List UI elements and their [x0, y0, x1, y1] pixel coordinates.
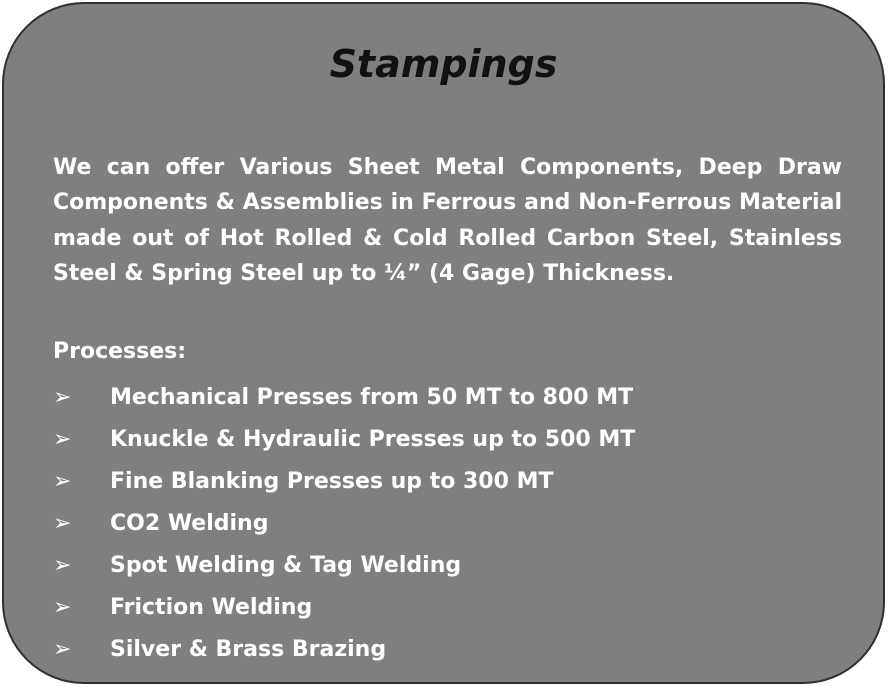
processes-heading: Processes: [53, 339, 187, 364]
process-list [53, 376, 635, 670]
arrowhead-bullet-icon: ➢ [53, 510, 72, 536]
process-item-label: Mechanical Presses from 50 MT to 800 MT [110, 384, 634, 410]
arrowhead-bullet-icon: ➢ [53, 594, 72, 620]
process-item-label: Knuckle & Hydraulic Presses up to 500 MT [110, 426, 636, 452]
arrowhead-bullet-icon: ➢ [53, 636, 72, 662]
process-item [53, 460, 635, 502]
process-item [53, 628, 635, 670]
process-item-label: Friction Welding [110, 594, 313, 620]
process-item [53, 502, 635, 544]
process-item-label: CO2 Welding [110, 510, 269, 536]
process-item-label: Silver & Brass Brazing [110, 636, 387, 662]
intro-paragraph: We can offer Various Sheet Metal Components, Deep Draw Components & Assemblies in Ferrous and Non-Ferrous Material made out of Hot Rolled & Cold Rolled Carbon Steel, Stainless Steel & Spring Steel up to ¼” (4 Gage) Thickness. [53, 155, 842, 287]
arrowhead-bullet-icon: ➢ [53, 426, 72, 452]
stampings-card [2, 2, 885, 684]
process-item [53, 544, 635, 586]
card-title: Stampings [329, 42, 558, 86]
process-item-label: Fine Blanking Presses up to 300 MT [110, 468, 554, 494]
arrowhead-bullet-icon: ➢ [53, 552, 72, 578]
arrowhead-bullet-icon: ➢ [53, 468, 72, 494]
process-item-label: Spot Welding & Tag Welding [110, 552, 462, 578]
arrowhead-bullet-icon: ➢ [53, 384, 72, 410]
process-item [53, 418, 635, 460]
process-item [53, 586, 635, 628]
process-item [53, 376, 635, 418]
